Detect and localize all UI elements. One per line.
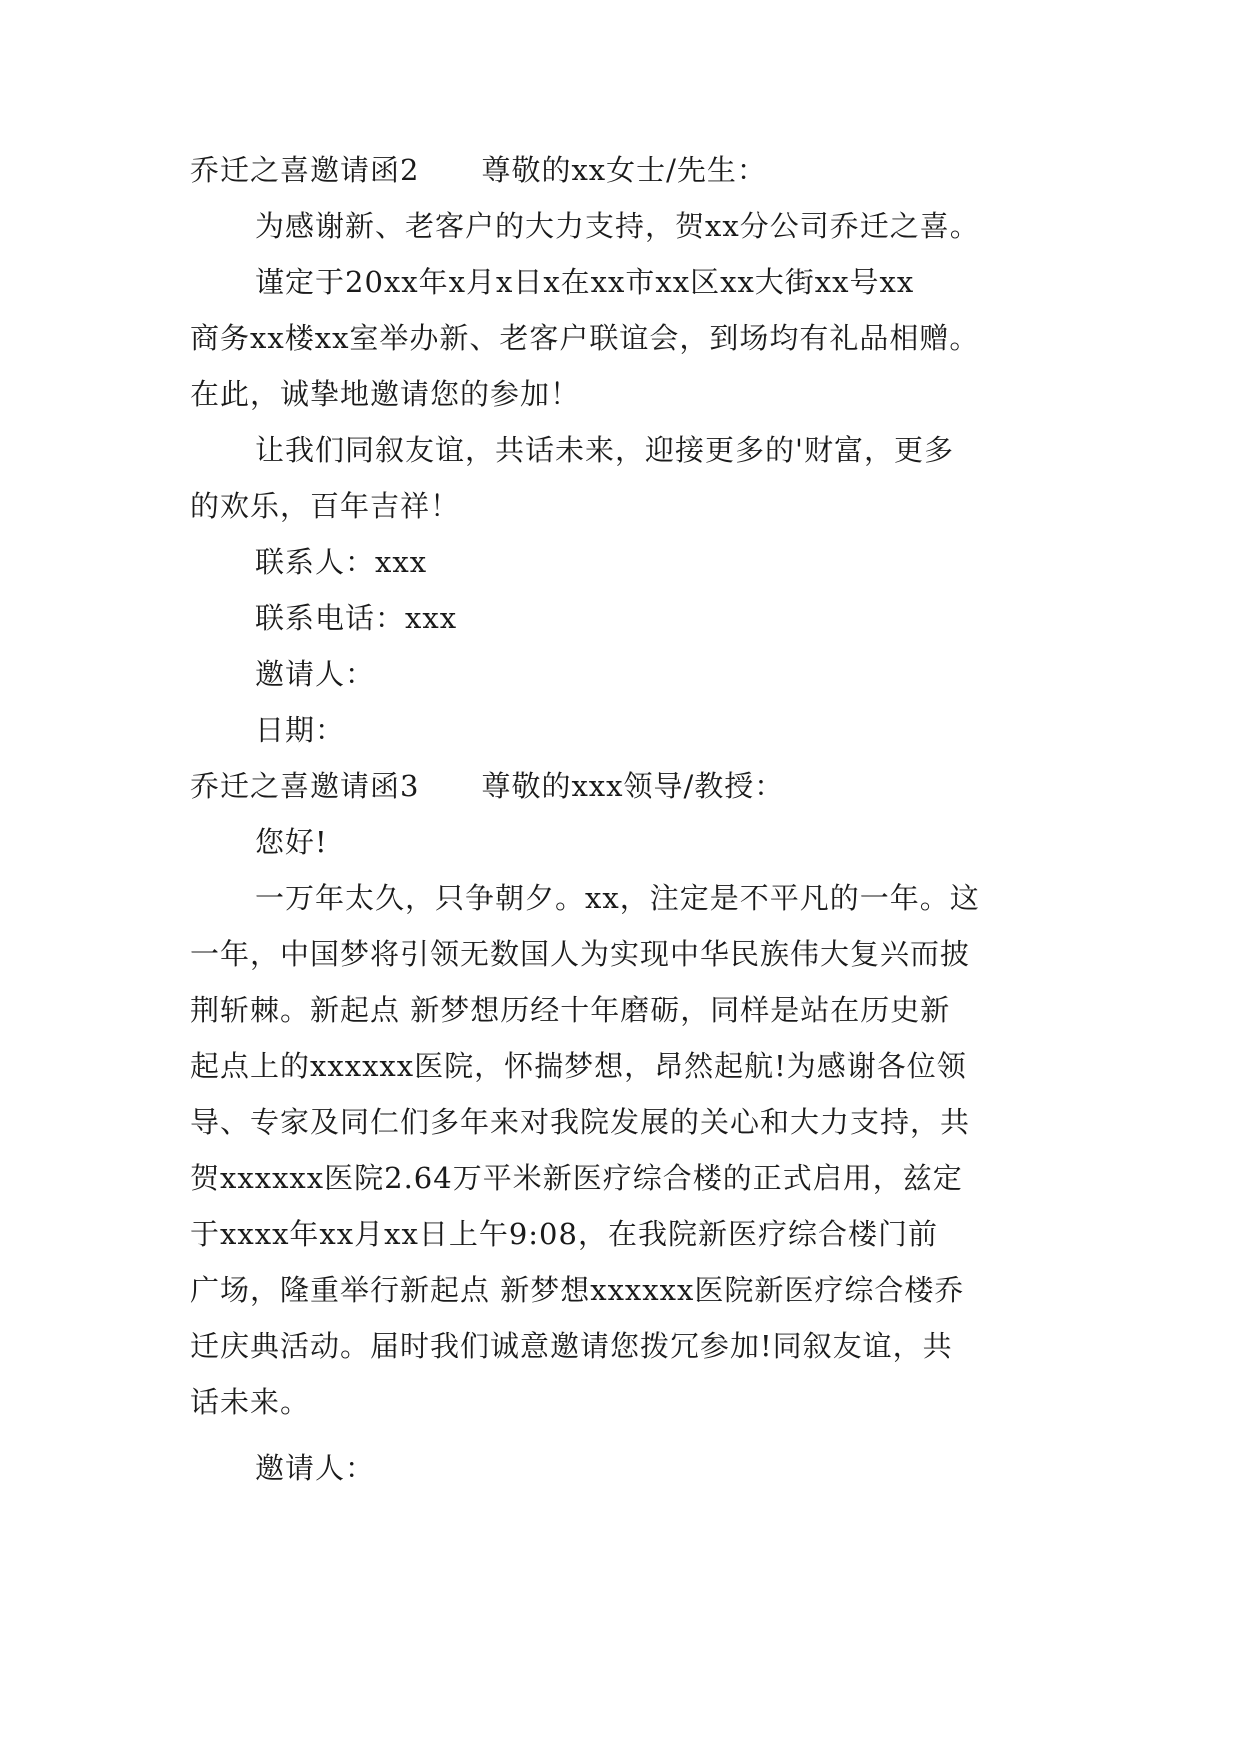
date: 日期： bbox=[255, 713, 346, 747]
section-heading bbox=[190, 150, 767, 190]
section-heading bbox=[190, 766, 784, 806]
paragraph-line: 的欢乐，百年吉祥！ bbox=[190, 489, 461, 523]
paragraph-line: 一万年太久，只争朝夕。xx，注定是不平凡的一年。这 bbox=[255, 881, 980, 915]
contact-phone: 联系电话：xxx bbox=[255, 601, 458, 635]
paragraph-line: 在此，诚挚地邀请您的参加！ bbox=[190, 377, 581, 411]
paragraph-line: 于xxxx年xx月xx日上午9:08，在我院新医疗综合楼门前 bbox=[190, 1217, 938, 1251]
inviter: 邀请人： bbox=[255, 1451, 376, 1485]
paragraph-line: 谨定于20xx年x月x日x在xx市xx区xx大街xx号xx bbox=[255, 265, 915, 299]
paragraph-line: 导、专家及同仁们多年来对我院发展的关心和大力支持，共 bbox=[190, 1105, 971, 1139]
inviter: 邀请人： bbox=[255, 657, 376, 691]
salutation: 尊敬的xxx领导/教授： bbox=[481, 769, 785, 803]
paragraph-line: 话未来。 bbox=[190, 1385, 311, 1419]
paragraph-line: 让我们同叙友谊，共话未来，迎接更多的'财富，更多 bbox=[255, 433, 954, 467]
paragraph-line: 为感谢新、老客户的大力支持，贺xx分公司乔迁之喜。 bbox=[255, 209, 980, 243]
contact-person: 联系人：xxx bbox=[255, 545, 428, 579]
section-title: 乔迁之喜邀请函2 bbox=[190, 153, 420, 187]
salutation: 尊敬的xx女士/先生： bbox=[481, 153, 767, 187]
paragraph-line: 一年，中国梦将引领无数国人为实现中华民族伟大复兴而披 bbox=[190, 937, 971, 971]
paragraph-line: 商务xx楼xx室举办新、老客户联谊会，到场均有礼品相赠。 bbox=[190, 321, 980, 355]
section-title: 乔迁之喜邀请函3 bbox=[190, 769, 420, 803]
greeting: 您好! bbox=[255, 825, 328, 859]
paragraph-line: 迁庆典活动。届时我们诚意邀请您拨冗参加!同叙友谊，共 bbox=[190, 1329, 953, 1363]
paragraph-line: 贺xxxxxx医院2.64万平米新医疗综合楼的正式启用，兹定 bbox=[190, 1161, 963, 1195]
paragraph-line: 广场，隆重举行新起点 新梦想xxxxxx医院新医疗综合楼乔 bbox=[190, 1273, 965, 1307]
paragraph-line: 起点上的xxxxxx医院，怀揣梦想，昂然起航!为感谢各位领 bbox=[190, 1049, 967, 1083]
paragraph-line: 荆斩棘。新起点 新梦想历经十年磨砺，同样是站在历史新 bbox=[190, 993, 951, 1027]
